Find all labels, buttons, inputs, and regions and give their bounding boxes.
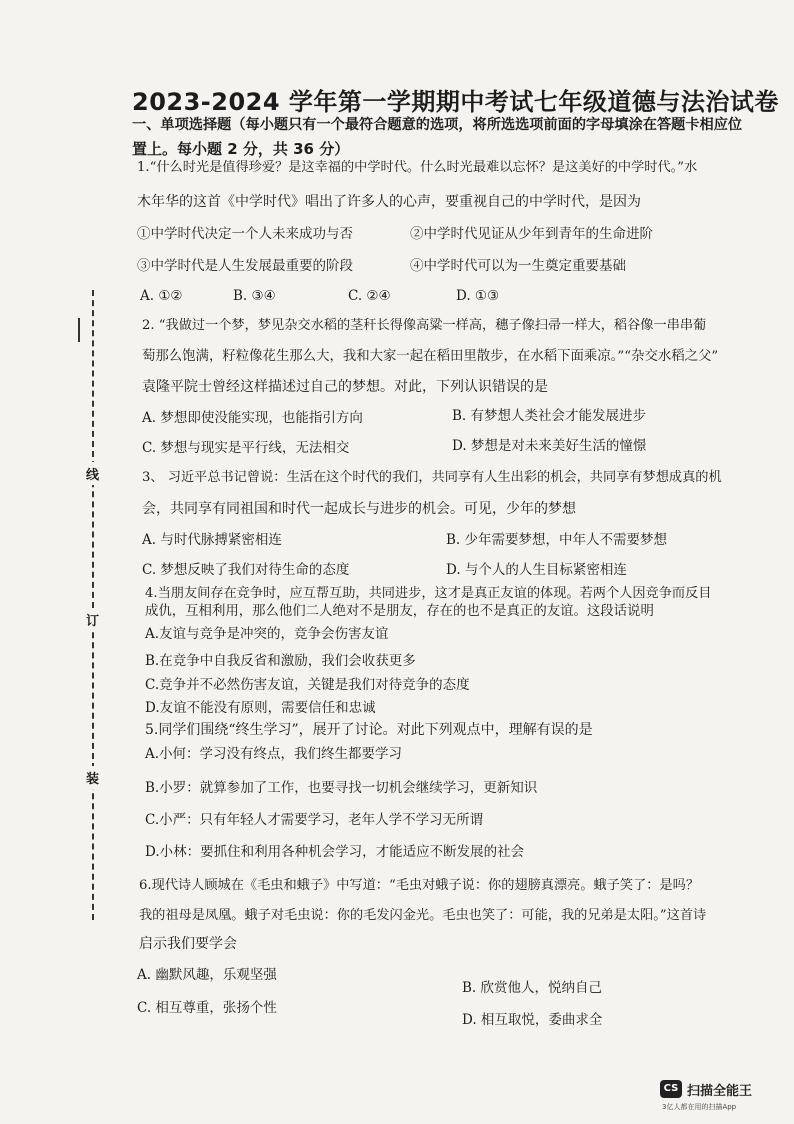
question-3-stem-line-1: 3、 习近平总书记曾说：生活在这个时代的我们，共同享有人生出彩的机会，共同享有梦想成真的机: [142, 470, 722, 485]
question-4-stem-line-2: 成仇，互相利用，那么他们二人绝对不是朋友，存在的也不是真正的友谊。这段话说明: [145, 604, 654, 619]
question-1-option-b: B. ③④: [233, 288, 276, 304]
question-2-option-c: C. 梦想与现实是平行线，无法相交: [142, 440, 350, 456]
section-heading: [132, 113, 772, 161]
question-3-stem-line-2: 会，共同享有同祖国和时代一起成长与进步的机会。可见，少年的梦想: [142, 501, 576, 517]
watermark-app-name: 扫描全能王: [687, 1084, 753, 1099]
question-1-statement-1: ①中学时代决定一个人未来成功与否: [137, 226, 353, 242]
watermark-tagline: 3亿人都在用的扫描App: [662, 1103, 737, 1111]
question-4-option-c: C.竞争并不必然伤害友谊，关键是我们对待竞争的态度: [145, 677, 470, 693]
question-6-stem-line-3: 启示我们要学会: [139, 936, 237, 952]
question-3-option-a: A. 与时代脉搏紧密相连: [142, 532, 282, 548]
question-1-statement-3: ③中学时代是人生发展最重要的阶段: [137, 258, 353, 274]
binding-mark: [78, 318, 86, 342]
scanner-watermark: [660, 1080, 780, 1114]
question-5-option-c: C.小严：只有年轻人才需要学习，老年人学不学习无所谓: [145, 812, 484, 828]
question-1-option-a: A. ①②: [140, 288, 183, 304]
binding-dashed-line: [92, 290, 94, 920]
question-2-stem-line-3: 袁隆平院士曾经这样描述过自己的梦想。对此，下列认识错误的是: [142, 379, 548, 395]
binding-label-bind: 订: [86, 608, 99, 631]
question-4-option-a: A.友谊与竞争是冲突的，竞争会伤害友谊: [145, 626, 389, 642]
question-1-stem-line-1: 1.“什么时光是值得珍爱？是这幸福的中学时代。什么时光最难以忘怀？是这美好的中学时代。”水: [137, 160, 698, 175]
question-1-option-c: C. ②④: [348, 288, 391, 304]
question-2-stem-line-1: 2. “我做过一个梦，梦见杂交水稻的茎秆长得像高粱一样高，穗子像扫帚一样大，稻谷像一串串葡: [142, 318, 707, 333]
question-4-stem-line-1: 4.当朋友间存在竞争时，应互帮互助，共同进步，这才是真正友谊的体现。若两个人因竞争而反目: [145, 586, 712, 601]
question-3-option-d: D. 与个人的人生目标紧密相连: [446, 562, 627, 578]
question-1-statement-2: ②中学时代见证从少年到青年的生命进阶: [410, 226, 653, 242]
section-heading-line-2: 置上。每小题 2 分，共 36 分）: [132, 140, 350, 158]
question-5-stem-line-1: 5.同学们围绕“终生学习”，展开了讨论。对此下列观点中，理解有误的是: [145, 722, 593, 738]
question-2-option-a: A. 梦想即使没能实现，也能指引方向: [142, 410, 363, 426]
section-heading-line-1: 一、单项选择题（每小题只有一个最符合题意的选项，将所选选项前面的字母填涂在答题卡相应位: [132, 117, 743, 133]
question-6-stem-line-2: 我的祖母是凤凰。蛾子对毛虫说：你的毛发闪金光。毛虫也笑了：可能，我的兄弟是太阳。”这首诗: [139, 908, 707, 923]
question-6-stem-line-1: 6.现代诗人顾城在《毛虫和蛾子》中写道：“毛虫对蛾子说：你的翅膀真漂亮。蛾子笑了：是吗？: [139, 878, 700, 893]
question-3-option-b: B. 少年需要梦想，中年人不需要梦想: [446, 532, 668, 548]
binding-label-line: 线: [86, 462, 99, 485]
question-6-option-a: A. 幽默风趣，乐观坚强: [137, 967, 277, 983]
page-title: 2023-2024 学年第一学期期中考试七年级道德与法治试卷: [132, 88, 779, 116]
question-5-option-d: D.小林：要抓住和利用各种机会学习，才能适应不断发展的社会: [145, 844, 525, 860]
question-6-option-c: C. 相互尊重，张扬个性: [137, 1000, 277, 1016]
question-6-option-d: D. 相互取悦，委曲求全: [462, 1012, 603, 1028]
question-6-option-b: B. 欣赏他人，悦纳自己: [462, 980, 603, 996]
question-4-option-b: B.在竞争中自我反省和激励，我们会收获更多: [145, 653, 416, 669]
question-5-option-a: A.小何：学习没有终点，我们终生都要学习: [145, 746, 403, 762]
question-5-option-b: B.小罗：就算参加了工作，也要寻找一切机会继续学习，更新知识: [145, 780, 538, 796]
question-2-stem-line-2: 萄那么饱满，籽粒像花生那么大，我和大家一起在稻田里散步，在水稻下面乘凉。”“杂交水稻之父”: [142, 349, 719, 364]
question-1-option-d: D. ①③: [456, 288, 500, 304]
question-1-statement-4: ④中学时代可以为一生奠定重要基础: [410, 258, 626, 274]
question-3-option-c: C. 梦想反映了我们对待生命的态度: [142, 562, 350, 578]
question-1-stem-line-2: 木年华的这首《中学时代》唱出了许多人的心声，要重视自己的中学时代，是因为: [137, 194, 641, 210]
question-4-option-d: D.友谊不能没有原则，需要信任和忠诚: [145, 700, 376, 716]
question-2-option-b: B. 有梦想人类社会才能发展进步: [452, 408, 647, 424]
binding-label-pack: 装: [86, 766, 99, 789]
question-2-option-d: D. 梦想是对未来美好生活的憧憬: [452, 438, 647, 454]
camscanner-logo-icon: CS: [660, 1080, 682, 1098]
